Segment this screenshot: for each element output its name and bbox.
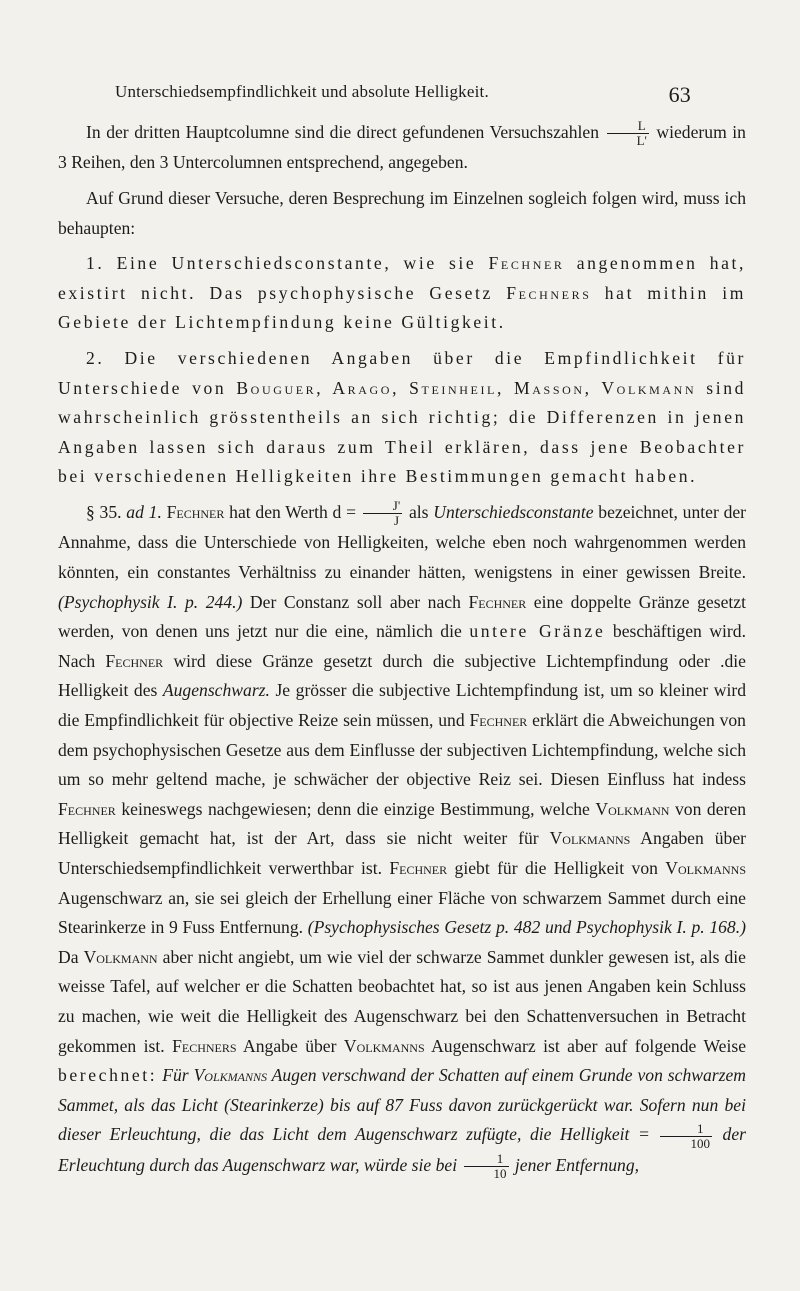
term-unterschiedsconstante: Unterschiedsconstante — [433, 501, 594, 522]
paragraph-3-thesis-1 — [58, 249, 746, 338]
name-volkmanns: Volkmanns — [193, 1065, 267, 1086]
page-header — [115, 82, 735, 107]
p4-text-a: 2. Die verschiedenen Angaben über die Empfindlichkeit für Unterschiede von — [58, 348, 746, 398]
p5-text-j: erklärt die Abweichungen von dem psychophysischen Gesetze aus dem Einflusse der subjectiven Lichtempfindung, welche sich um so mehr geltend mache, je schwächer der objective Reiz sei. Diesen Einfluss hat indess — [58, 710, 746, 790]
p5-text-o: Augenschwarz an, sie sei gleich der Erhellung einer Fläche von schwarzem Sammet durch eine Stearinkerze in 9 Fuss Entfernung. — [58, 887, 746, 938]
name-fechners: Fechners — [506, 282, 592, 303]
name-fechner: Fechner — [389, 857, 448, 878]
p1-text-a: In der dritten Hauptcolumne sind die direct gefundenen Versuchszahlen — [86, 122, 600, 142]
running-title: Unterschiedsempfindlichkeit und absolute Helligkeit. — [115, 82, 489, 101]
name-volkmann: Volkmann — [83, 946, 158, 967]
quote-text-1: Augen verschwand der Schatten auf einem Grunde von schwarzem Sammet, als das Licht (Stearinkerze) bis auf 87 Fuss davon zurückgerückt war. Sofern nun bei dieser Erleuchtung, die das Licht dem Augenschwarz zufügte, die Helligkeit = — [58, 1065, 746, 1145]
emph-untere-graenze: untere Gränze — [469, 621, 606, 642]
fraction-L-over-Lprime — [607, 119, 649, 148]
name-fechner: Fechner — [105, 650, 164, 671]
p3-text-c: hat mithin im Gebiete der Lichtempfindung keine Gültigkeit. — [58, 282, 746, 333]
quote-start: Für — [162, 1065, 194, 1086]
body-text — [58, 118, 746, 1187]
quote-text-2: der Erleuchtung durch das Augenschwarz war, würde sie bei — [58, 1124, 747, 1175]
name-fechner: Fechner — [468, 591, 527, 612]
p5-text-l: von deren Helligkeit gemacht hat, ist der Art, dass sie nicht weiter für — [58, 798, 746, 849]
p5-text-f: eine doppelte Gränze gesetzt werden, von denen uns jetzt nur die eine, nämlich die — [58, 591, 746, 642]
p5-text-r: Angabe über — [236, 1035, 344, 1056]
frac-den: 10 — [493, 1166, 507, 1182]
paragraph-1 — [58, 118, 746, 178]
name-volkmann: Volkmann — [595, 798, 670, 819]
paragraph-5-section-35 — [58, 498, 746, 1181]
paragraph-4-thesis-2 — [58, 344, 746, 492]
p5-text-i: Je grösser die subjective Lichtempfindung ist, um so kleiner wird die Empfindlichkeit für objective Reize sein müssen, und — [58, 680, 746, 730]
frac-num: J' — [363, 499, 402, 514]
paragraph-2 — [58, 184, 746, 243]
frac-num: 1 — [464, 1152, 509, 1167]
p3-text-b: angenommen hat, existirt nicht. Das psychophysische Gesetz — [58, 253, 747, 303]
p5-text-e: Der Constanz soll aber nach — [242, 591, 469, 612]
p2-text: Auf Grund dieser Versuche, deren Besprechung im Einzelnen sogleich folgen wird, muss ich behaupten: — [58, 188, 746, 238]
emph-berechnet: berechnet: — [58, 1065, 158, 1086]
p5-text-n: giebt für die Helligkeit von — [447, 857, 666, 878]
fraction-Jprime-over-J — [363, 499, 402, 528]
p5-text-d: bezeichnet, unter der Annahme, dass die Unterschiede von Helligkeiten, welche eben noch wahrgenommen werden könnten, ein constantes Verhältniss zu einander hätten, wenigstens in einer gewissen Breite. — [58, 501, 747, 583]
name-fechner: Fechner — [488, 253, 565, 274]
p4-text-b: sind wahrscheinlich grösstentheils an sich richtig; die Differenzen in jenen Angaben lassen sich daraus zum Theil erklären, dass jene Beobachter bei verschiedenen Helligkeiten ihre Bestimmungen gemacht haben. — [58, 377, 747, 487]
p5-text-p: Da — [58, 946, 84, 967]
p5-text-m: Angaben über Unterschiedsempfindlichkeit verwerthbar ist. — [58, 828, 746, 878]
name-volkmanns: Volkmanns — [549, 828, 631, 849]
citation-1: (Psychophysik I. p. 244.) — [58, 591, 243, 612]
p5-text-q: aber nicht angiebt, um wie viel der schwarze Sammet dunkler gewesen ist, als die weisse Tafel, auf welcher er die Schatten beobachtet hat, so ist aus jenen Angaben kein Schluss zu machen, wie weit die Helligkeit des Augenschwarz bei den Schattenversuchen in Betracht gekommen ist. — [58, 946, 746, 1056]
frac-den: J — [393, 513, 400, 529]
p5-text-g: beschäftigen wird. Nach — [58, 621, 746, 671]
ad-label: ad 1. — [126, 501, 162, 522]
frac-num: L — [607, 119, 649, 134]
frac-den: 100 — [690, 1135, 710, 1151]
quote-text-3: jener Entfernung, — [510, 1154, 640, 1175]
names-list: Bouguer, Arago, Steinheil, Masson, Volkmann — [236, 377, 697, 398]
name-fechners: Fechners — [172, 1035, 237, 1056]
frac-num: 1 — [660, 1122, 712, 1137]
name-volkmanns: Volkmanns — [665, 857, 747, 878]
p5-text-h: wird diese Gränze gesetzt durch die subjective Lichtempfindung oder .die Helligkeit des — [58, 650, 746, 701]
p5-text-k: keineswegs nachgewiesen; denn die einzige Bestimmung, welche — [115, 798, 596, 819]
p5-text-s: Augenschwarz ist aber auf folgende Weise — [424, 1035, 747, 1056]
section-mark: § 35. — [86, 501, 127, 522]
fraction-1-over-100 — [660, 1122, 712, 1151]
p5-text-c: als — [404, 501, 434, 522]
name-fechner: Fechner — [166, 501, 225, 522]
name-fechner: Fechner — [58, 798, 116, 819]
frac-den: L' — [636, 133, 647, 149]
p3-text-a: 1. Eine Unterschiedsconstante, wie sie — [86, 253, 489, 274]
name-fechner: Fechner — [469, 710, 528, 730]
fraction-1-over-10 — [464, 1152, 509, 1181]
term-augenschwarz: Augenschwarz. — [162, 680, 270, 701]
citation-2: (Psychophysisches Gesetz p. 482 und Psychophysik I. p. 168.) — [307, 917, 746, 938]
p5-text-b: hat den Werth d = — [224, 501, 357, 522]
name-volkmanns: Volkmanns — [343, 1035, 425, 1056]
p1-text-b: wiederum in 3 Reihen, den 3 Untercolumnen entsprechend, angegeben. — [58, 122, 746, 173]
page-number: 63 — [668, 82, 691, 107]
